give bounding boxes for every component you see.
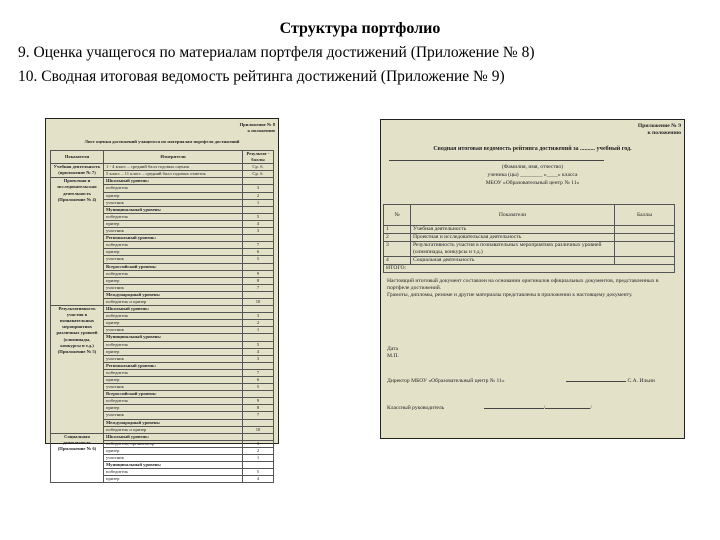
teacher-line	[387, 405, 592, 412]
score-cell	[243, 178, 274, 185]
score-cell	[243, 419, 274, 426]
score-cell	[243, 306, 274, 313]
score-cell: 5	[243, 213, 274, 220]
score-cell	[615, 234, 675, 242]
score-cell: 7	[243, 284, 274, 291]
measure-cell: участник	[104, 412, 243, 419]
summary-table	[383, 204, 675, 273]
score-cell: 8	[243, 405, 274, 412]
slash: /	[590, 405, 592, 411]
score-cell	[243, 391, 274, 398]
score-cell: 2	[243, 320, 274, 327]
score-cell: 2	[243, 192, 274, 199]
stamp-label: М.П.	[387, 353, 399, 359]
measure-cell: призер	[104, 447, 243, 454]
score-cell	[243, 462, 274, 469]
score-cell	[615, 242, 675, 257]
measure-cell: участник	[104, 455, 243, 462]
score-cell: 6	[243, 377, 274, 384]
score-cell: 3	[243, 440, 274, 447]
measure-cell: Региональный уровень:	[104, 362, 243, 369]
measure-cell: Международный уровень:	[104, 419, 243, 426]
col-header: Баллы	[615, 205, 675, 226]
appendix-number: Приложение № 8	[239, 122, 275, 127]
score-cell	[243, 235, 274, 242]
appendix-label	[240, 122, 275, 134]
number-cell: 2	[384, 234, 411, 242]
appendix-sub: к положению	[247, 128, 275, 134]
director-label: Директор МБОУ «Образовательный центр № 11»	[387, 378, 505, 384]
score-cell: 5	[243, 256, 274, 263]
measure-cell: победитель	[104, 185, 243, 192]
measure-cell: участник	[104, 228, 243, 235]
score-cell	[243, 334, 274, 341]
indicator-cell: Результативность участия в познавательных мероприятиях различных уровней (олимпиады, конкурсы и т.д.)	[411, 242, 615, 257]
score-cell: 1	[243, 455, 274, 462]
measure-cell: Всероссийский уровень:	[104, 391, 243, 398]
measure-cell: призер	[104, 249, 243, 256]
measure-cell: участник	[104, 384, 243, 391]
score-cell	[243, 362, 274, 369]
name-line	[389, 160, 604, 161]
score-cell: 9	[243, 270, 274, 277]
score-cell: 5	[243, 469, 274, 476]
teacher-label: Классный руководитель	[387, 405, 445, 411]
measure-cell: призер	[104, 405, 243, 412]
col-header: Результат - баллы	[243, 151, 274, 164]
appendix-number: Приложение № 9	[637, 123, 681, 129]
score-cell: 10	[243, 298, 274, 305]
measure-cell: призер	[104, 277, 243, 284]
score-cell: 4	[243, 348, 274, 355]
score-cell: 5	[243, 341, 274, 348]
measure-cell: победитель и призер	[104, 298, 243, 305]
slide-title: Структура портфолио	[279, 20, 441, 37]
score-cell: 1	[243, 327, 274, 334]
score-cell: Ср. б.	[243, 164, 274, 171]
score-cell: 3	[243, 185, 274, 192]
measure-cell: призер	[104, 320, 243, 327]
measure-cell: участник	[104, 256, 243, 263]
score-cell: 2	[243, 447, 274, 454]
director-line	[387, 378, 655, 385]
measure-cell: победитель, организатор	[104, 440, 243, 447]
table-row	[384, 257, 675, 265]
number-cell: 3	[384, 242, 411, 257]
measure-cell: победитель	[104, 313, 243, 320]
col-header: Измерители	[104, 151, 243, 164]
table-row	[384, 234, 675, 242]
score-cell: 3	[243, 313, 274, 320]
item-10: 10. Сводная итоговая ведомость рейтинга достижений (Приложение № 9)	[18, 68, 505, 85]
indicator-cell: Проектная и исследовательская деятельность	[411, 234, 615, 242]
score-cell	[243, 263, 274, 270]
fio-caption: (Фамилия, имя, отчество)	[501, 164, 564, 170]
measure-cell: победитель	[104, 369, 243, 376]
measure-cell: Международный уровень:	[104, 291, 243, 298]
measure-cell: Всероссийский уровень:	[104, 263, 243, 270]
appendix-8-document	[45, 118, 279, 482]
table-row	[51, 178, 274, 185]
indicator-cell: Учебная деятельность	[411, 226, 615, 234]
score-cell	[243, 291, 274, 298]
measure-cell: призер	[104, 476, 243, 483]
score-cell: 7	[243, 369, 274, 376]
measure-cell: победитель	[104, 341, 243, 348]
appendix-sub: к положению	[647, 130, 681, 136]
measure-cell: Школьный уровень:	[104, 306, 243, 313]
measure-cell: призер	[104, 192, 243, 199]
measure-cell: участник	[104, 199, 243, 206]
score-cell	[615, 226, 675, 234]
measure-cell: Школьный уровень:	[104, 433, 243, 440]
score-cell: 7	[243, 242, 274, 249]
total-label: ИТОГО:	[384, 265, 675, 273]
measure-cell: призер	[104, 348, 243, 355]
col-header: Показатели	[411, 205, 615, 226]
table-row	[51, 306, 274, 313]
table-row	[384, 242, 675, 257]
appendix-label	[638, 123, 681, 137]
paragraph-1: Настоящий итоговый документ составлен на основании оригиналов официальных документов, представленных в портфеле достижений.	[387, 278, 659, 291]
measure-cell: Региональный уровень:	[104, 235, 243, 242]
paragraph-2: Грамоты, дипломы, резюме и другие материалы представлены в приложении к настоящему документу.	[387, 292, 633, 298]
measure-cell: победитель	[104, 242, 243, 249]
score-cell: Ср. б.	[243, 171, 274, 178]
score-cell	[243, 206, 274, 213]
indicator-cell: Результативность участия в познавательных мероприятиях различных уровней (олимпиады, конкурсы и т.д.) (Приложение № 5)	[51, 306, 104, 434]
score-cell: 9	[243, 398, 274, 405]
measure-cell: участник	[104, 355, 243, 362]
name-blank	[545, 408, 590, 409]
col-header: №	[384, 205, 411, 226]
measure-cell: участник	[104, 327, 243, 334]
score-cell: 3	[243, 228, 274, 235]
measure-cell: 5 класс – 11 класс – средний балл годовых отметок	[104, 171, 243, 178]
score-cell: 3	[243, 355, 274, 362]
total-row	[384, 265, 675, 273]
measure-cell: Муниципальный уровень:	[104, 206, 243, 213]
score-cell: 7	[243, 412, 274, 419]
measure-cell: призер	[104, 220, 243, 227]
slash: /	[543, 405, 546, 411]
appendix-9-document	[380, 119, 685, 439]
table-row	[51, 433, 274, 440]
indicator-cell: Социальная деятельность (Приложение № 6)	[51, 433, 104, 483]
score-cell: 1	[243, 199, 274, 206]
measure-cell: победитель	[104, 398, 243, 405]
measure-cell: Муниципальный уровень:	[104, 462, 243, 469]
student-line: ученика (цы) ________ «____» класса	[487, 172, 578, 178]
score-cell: 10	[243, 426, 274, 433]
measure-cell: Школьный уровень:	[104, 178, 243, 185]
school-line: МБОУ «Образовательный центр № 11»	[485, 180, 580, 186]
measure-cell: участник	[104, 284, 243, 291]
document-title: Лист оценки достижений учащегося по материалам портфеля достижений	[84, 139, 240, 144]
table-row	[384, 226, 675, 234]
score-cell: 4	[243, 476, 274, 483]
measure-cell: Муниципальный уровень:	[104, 334, 243, 341]
col-header: Показатели	[51, 151, 104, 164]
score-cell: 4	[243, 220, 274, 227]
measure-cell: победитель	[104, 213, 243, 220]
signature-blank	[484, 408, 544, 409]
indicator-cell: Учебная деятельность (приложение № 7)	[51, 164, 104, 178]
number-cell: 1	[384, 226, 411, 234]
assessment-table	[50, 150, 274, 483]
measure-cell: призер	[104, 377, 243, 384]
signature-blank	[566, 381, 626, 382]
score-cell	[615, 257, 675, 265]
measure-cell: победитель	[104, 270, 243, 277]
score-cell	[243, 433, 274, 440]
indicator-cell: Проектная и исследовательская деятельность (Приложение № 4)	[51, 178, 104, 306]
number-cell: 4	[384, 257, 411, 265]
item-9: 9. Оценка учащегося по материалам портфеля достижений (Приложение № 8)	[18, 44, 535, 61]
director-name: С.А. Ильин	[627, 378, 655, 384]
measure-cell: победитель	[104, 469, 243, 476]
score-cell: 5	[243, 384, 274, 391]
measure-cell: 1 - 4 класс – средний балл годовых оценок	[104, 164, 243, 171]
indicator-cell: Социальная деятельность	[411, 257, 615, 265]
measure-cell: победитель и призер	[104, 426, 243, 433]
score-cell: 6	[243, 249, 274, 256]
document-title: Сводная итоговая ведомость рейтинга достижений за .......... учебный год.	[433, 146, 632, 152]
date-label: Дата	[387, 346, 399, 352]
table-row	[51, 164, 274, 171]
score-cell: 8	[243, 277, 274, 284]
